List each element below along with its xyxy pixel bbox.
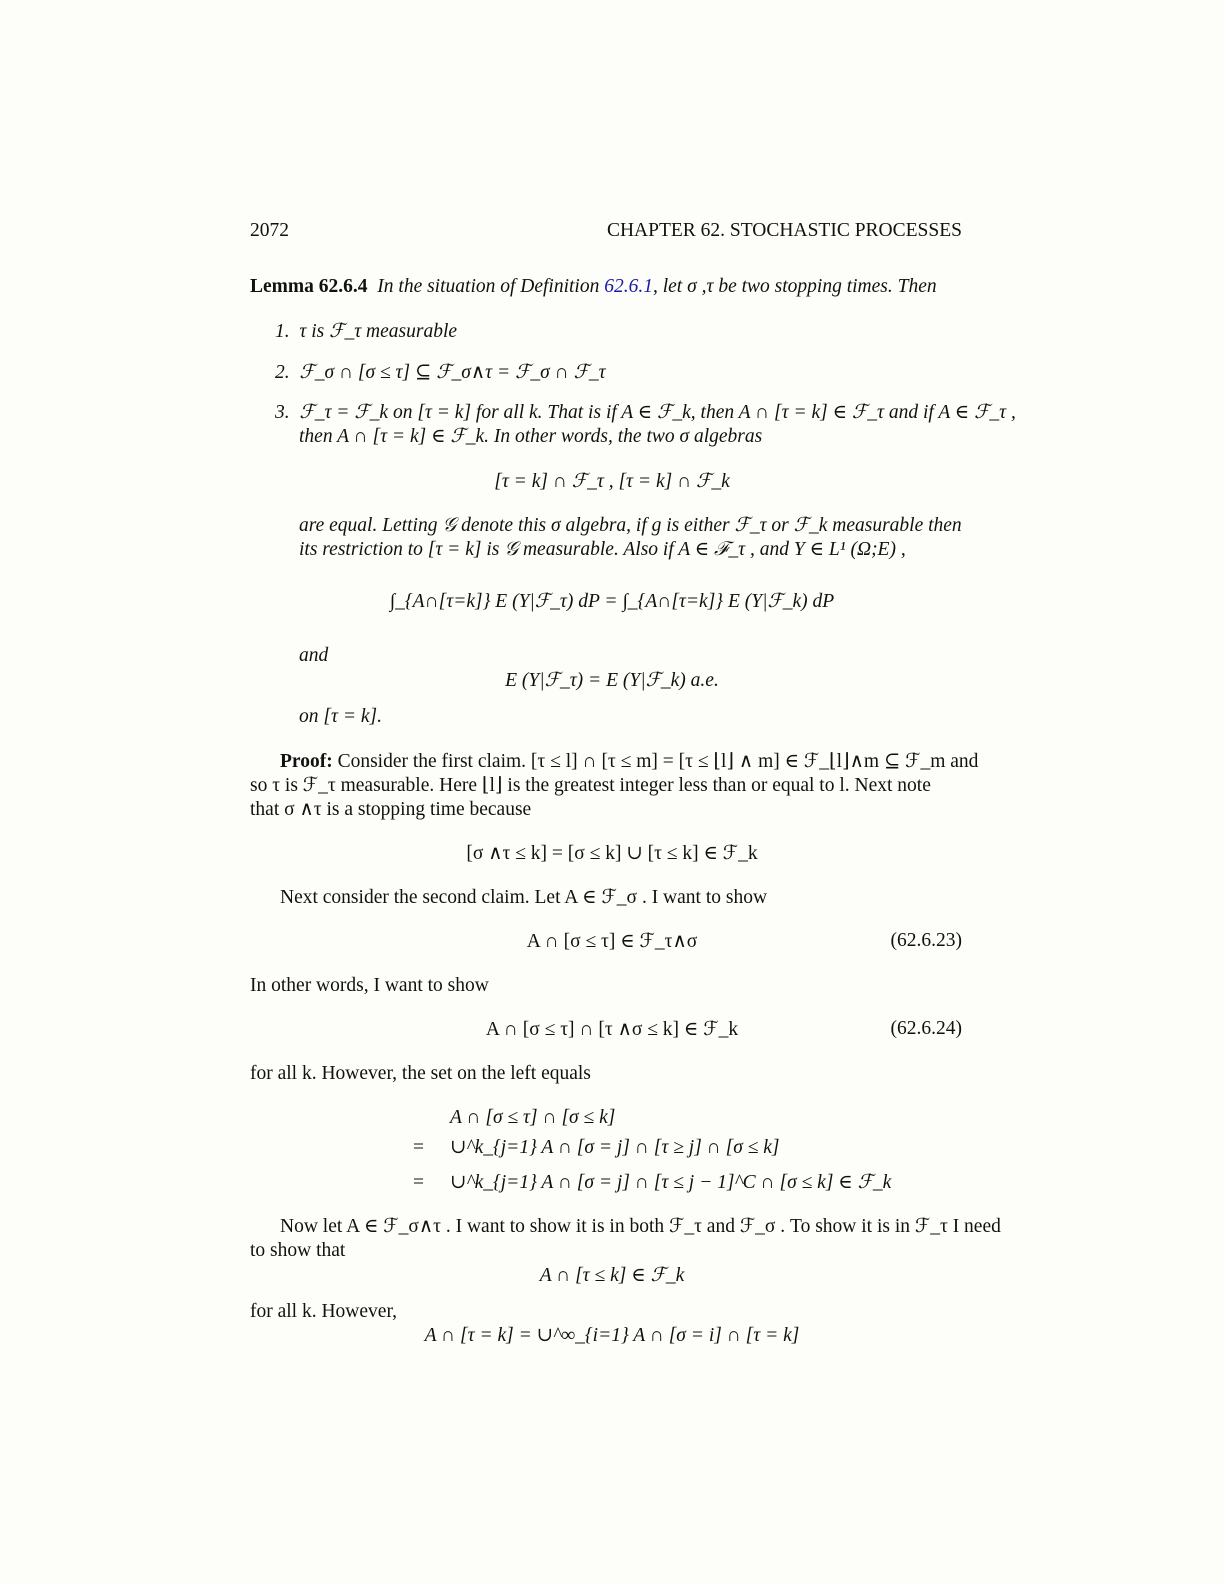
align-rel: = bbox=[413, 1137, 424, 1158]
show-equation: A ∩ [τ ≤ k] ∈ ℱ_k bbox=[539, 1265, 685, 1286]
align-expr: A ∩ [σ ≤ τ] ∩ [σ ≤ k] bbox=[450, 1107, 616, 1128]
proof-paragraph-5-line2: to show that bbox=[250, 1240, 346, 1261]
lemma-paragraph-line2: its restriction to [τ = k] is 𝒢 measurable. Also if A ∈ ℱ_τ , and Y ∈ L¹ (Ω;E) , bbox=[299, 539, 906, 560]
align-expr: ∪^k_{j=1} A ∩ [σ = j] ∩ [τ ≤ j − 1]^C ∩ [σ ≤ k] ∈ ℱ_k bbox=[450, 1172, 892, 1193]
equation-number: (62.6.24) bbox=[890, 1018, 962, 1039]
integral-equation: ∫_{A∩[τ=k]} E (Y|ℱ_τ) dP = ∫_{A∩[τ=k]} E (Y|ℱ_k) dP bbox=[389, 591, 835, 612]
lemma-item-1 bbox=[275, 320, 457, 344]
proof-text: Consider the first claim. [τ ≤ l] ∩ [τ ≤ m] = [τ ≤ ⌊l⌋ ∧ m] ∈ ℱ_⌊l⌋∧m ⊆ ℱ_m and bbox=[337, 751, 979, 772]
lemma-statement bbox=[250, 275, 937, 299]
page-number: 2072 bbox=[250, 220, 289, 241]
item-text: τ is ℱ_τ measurable bbox=[299, 321, 458, 342]
align-rel: = bbox=[413, 1172, 424, 1193]
proof-line2: so τ is ℱ_τ measurable. Here ⌊l⌋ is the greatest integer less than or equal to l. Next note bbox=[250, 775, 931, 796]
proof-label: Proof: bbox=[280, 751, 333, 772]
equation-62-6-24: A ∩ [σ ≤ τ] ∩ [τ ∧σ ≤ k] ∈ ℱ_k bbox=[485, 1019, 739, 1040]
and-word: and bbox=[299, 645, 329, 666]
item-text-line2: then A ∩ [τ = k] ∈ ℱ_k. In other words, the two σ algebras bbox=[299, 426, 763, 447]
item-number: 1. bbox=[275, 321, 290, 342]
lemma-intro-rest: , let σ ,τ be two stopping times. Then bbox=[652, 276, 937, 297]
definition-link[interactable]: 62.6.1 bbox=[604, 276, 653, 297]
ae-equation: E (Y|ℱ_τ) = E (Y|ℱ_k) a.e. bbox=[505, 670, 719, 691]
proof-line3: that σ ∧τ is a stopping time because bbox=[250, 799, 532, 820]
proof-paragraph-2: Next consider the second claim. Let A ∈ ℱ_σ . I want to show bbox=[280, 887, 768, 908]
lemma-label: Lemma 62.6.4 bbox=[250, 276, 368, 297]
proof-paragraph-6: for all k. However, bbox=[250, 1301, 398, 1322]
item-text: ℱ_σ ∩ [σ ≤ τ] ⊆ ℱ_σ∧τ = ℱ_σ ∩ ℱ_τ bbox=[299, 362, 606, 383]
proof-paragraph-4: for all k. However, the set on the left equals bbox=[250, 1063, 591, 1084]
running-header: CHAPTER 62. STOCHASTIC PROCESSES bbox=[606, 220, 962, 241]
lemma-item-3 bbox=[275, 401, 1016, 425]
item-number: 3. bbox=[275, 402, 290, 423]
on-text: on [τ = k]. bbox=[299, 706, 382, 727]
proof-paragraph-3: In other words, I want to show bbox=[250, 975, 489, 996]
equation-number: (62.6.23) bbox=[890, 930, 962, 951]
align-expr: ∪^k_{j=1} A ∩ [σ = j] ∩ [τ ≥ j] ∩ [σ ≤ k] bbox=[450, 1137, 780, 1158]
proof-paragraph-5-line1: Now let A ∈ ℱ_σ∧τ . I want to show it is in both ℱ_τ and ℱ_σ . To show it is in ℱ_τ I need bbox=[280, 1216, 1001, 1237]
lemma-intro: In the situation of Definition bbox=[377, 276, 605, 297]
final-equation: A ∩ [τ = k] = ∪^∞_{i=1} A ∩ [σ = i] ∩ [τ = k] bbox=[424, 1325, 800, 1346]
lemma-item-2 bbox=[275, 361, 606, 385]
item-number: 2. bbox=[275, 362, 290, 383]
lemma-paragraph-line1: are equal. Letting 𝒢 denote this σ algebra, if g is either ℱ_τ or ℱ_k measurable then bbox=[299, 515, 962, 536]
display-equation: [τ = k] ∩ ℱ_τ , [τ = k] ∩ ℱ_k bbox=[494, 471, 730, 492]
equation-62-6-23: A ∩ [σ ≤ τ] ∈ ℱ_τ∧σ bbox=[526, 931, 698, 952]
item-text-line1: ℱ_τ = ℱ_k on [τ = k] for all k. That is if A ∈ ℱ_k, then A ∩ [τ = k] ∈ ℱ_τ and if A ∈ ℱ_τ , bbox=[299, 402, 1016, 423]
proof-line1 bbox=[280, 750, 978, 774]
stopping-time-equation: [σ ∧τ ≤ k] = [σ ≤ k] ∪ [τ ≤ k] ∈ ℱ_k bbox=[466, 843, 758, 864]
